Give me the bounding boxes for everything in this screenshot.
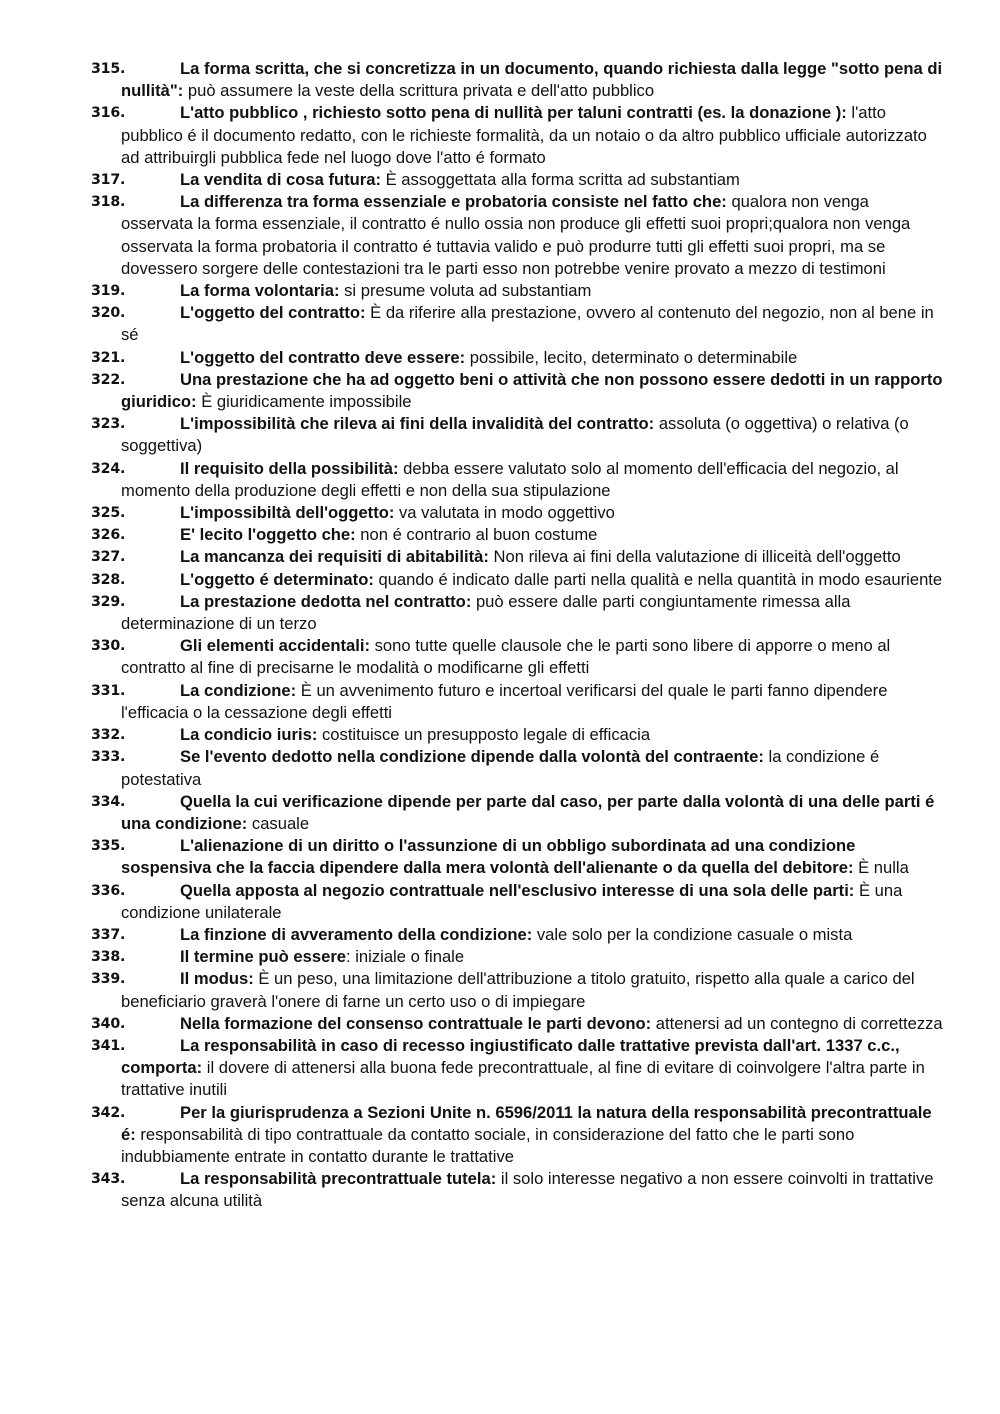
item-answer: È una condizione unilaterale — [121, 880, 903, 922]
item-question: La condizione: — [180, 680, 297, 700]
document-page — [0, 58, 1000, 1213]
item-text — [121, 280, 944, 302]
item-question: La prestazione dedotta nel contratto: — [180, 591, 472, 611]
item-number: 323. — [91, 416, 126, 433]
list-item — [91, 1168, 944, 1212]
item-answer: non é contrario al buon costume — [355, 525, 598, 545]
list-item — [91, 746, 944, 790]
item-answer: casuale — [247, 813, 310, 833]
item-answer: È un peso, una limitazione dell'attribuzione a titolo gratuito, rispetto alla quale a carico del beneficiario graverà l'onere di farne un certo uso o di impiegare — [121, 969, 915, 1011]
item-number: 334. — [91, 793, 126, 810]
item-text — [121, 968, 944, 1012]
item-number: 332. — [91, 727, 126, 744]
list-item — [91, 924, 944, 946]
item-number: 338. — [91, 949, 126, 966]
item-number: 325. — [91, 505, 126, 522]
item-question: La condicio iuris: — [180, 725, 318, 745]
item-answer: debba essere valutato solo al momento dell'efficacia del negozio, al momento della produzione degli effetti e non della sua stipulazione — [121, 458, 899, 500]
list-item — [91, 280, 944, 302]
item-number: 319. — [91, 283, 126, 300]
item-number: 343. — [91, 1171, 126, 1188]
item-number: 340. — [91, 1015, 126, 1032]
item-text — [121, 1102, 944, 1169]
item-number: 321. — [91, 349, 126, 366]
item-text — [121, 746, 944, 790]
item-text — [121, 1035, 944, 1102]
item-answer: quando é indicato dalle parti nella qualità e nella quantità in modo esauriente — [373, 569, 943, 589]
item-answer: va valutata in modo oggettivo — [394, 503, 615, 523]
list-item — [91, 347, 944, 369]
item-question: La responsabilità precontrattuale tutela: — [180, 1169, 497, 1189]
item-text — [121, 502, 944, 524]
item-number: 315. — [91, 61, 126, 77]
item-text — [121, 835, 944, 879]
item-text — [121, 791, 944, 835]
item-text — [121, 524, 944, 546]
item-question: L'alienazione di un diritto o l'assunzione di un obbligo subordinata ad una condizione sospensiva che la faccia dipendere dalla mera volontà dell'alienante o da quella del debitore: — [121, 836, 856, 878]
item-question: La forma scritta, che si concretizza in un documento, quando richiesta dalla legge "sotto pena di nullità": — [121, 59, 943, 101]
item-question: Il termine può essere — [180, 947, 347, 967]
item-number: 341. — [91, 1037, 126, 1054]
item-text — [121, 458, 944, 502]
item-question: La finzione di avveramento della condizione: — [180, 924, 533, 944]
item-number: 320. — [91, 305, 126, 322]
item-question: La responsabilità in caso di recesso ingiustificato dalle trattative prevista dall'art. 1337 c.c., comporta: — [121, 1035, 900, 1078]
item-text — [121, 302, 944, 346]
item-number: 336. — [91, 882, 126, 899]
item-number: 331. — [91, 682, 126, 699]
list-item — [91, 369, 944, 413]
list-item — [91, 1013, 944, 1035]
list-item — [91, 791, 944, 835]
item-answer: il dovere di attenersi alla buona fede precontrattuale, al fine di evitare di coinvolgere l'altra parte in trattative inutili — [121, 1058, 925, 1100]
item-text — [121, 191, 944, 280]
item-answer: responsabilità di tipo contrattuale da contatto sociale, in considerazione del fatto che le parti sono indubbiamente entrate in contatto durante le trattative — [121, 1124, 855, 1166]
item-answer: È da riferire alla prestazione, ovvero al contenuto del negozio, non al bene in sé — [121, 303, 934, 345]
item-number: 337. — [91, 926, 126, 943]
item-text — [121, 880, 944, 924]
item-number: 316. — [91, 105, 126, 122]
list-item — [91, 58, 944, 102]
item-answer: È nulla — [853, 858, 909, 878]
item-answer: può assumere la veste della scrittura privata e dell'atto pubblico — [183, 81, 655, 101]
item-text — [121, 946, 944, 968]
item-question: Se l'evento dedotto nella condizione dipende dalla volontà del contraente: — [180, 747, 764, 767]
item-answer: assoluta (o oggettiva) o relativa (o soggettiva) — [121, 414, 909, 456]
item-text — [121, 102, 944, 169]
list-item — [91, 169, 944, 191]
item-question: Il modus: — [180, 969, 254, 989]
item-question: La differenza tra forma essenziale e probatoria consiste nel fatto che: — [180, 192, 727, 212]
item-answer: attenersi ad un contegno di correttezza — [651, 1013, 943, 1033]
item-number: 335. — [91, 838, 126, 855]
item-number: 329. — [91, 593, 126, 610]
item-answer: vale solo per la condizione casuale o mista — [532, 924, 853, 944]
item-answer: l'atto pubblico é il documento redatto, con le richieste formalità, da un notaio o da altro pubblico ufficiale autorizzato ad attribuirgli pubblica fede nel luogo dove l'atto é formato — [121, 103, 927, 167]
item-text — [121, 369, 944, 413]
list-item — [91, 1035, 944, 1102]
item-question: La forma volontaria: — [180, 281, 340, 301]
item-number: 322. — [91, 371, 126, 388]
item-question: L'atto pubblico , richiesto sotto pena di nullità per taluni contratti (es. la donazione ): — [180, 103, 847, 123]
item-text — [121, 169, 944, 191]
list-item — [91, 546, 944, 568]
item-question: L'oggetto del contratto deve essere: — [180, 347, 466, 367]
item-answer: È un avvenimento futuro e incertoal verificarsi del quale le parti fanno dipendere l'efficacia o la cessazione degli effetti — [121, 680, 888, 722]
list-item — [91, 946, 944, 968]
list-item — [91, 635, 944, 679]
item-number: 333. — [91, 749, 126, 766]
item-number: 339. — [91, 971, 126, 988]
item-answer: qualora non venga osservata la forma essenziale, il contratto é nullo ossia non produce gli effetti suoi propri;qualora non venga osservata la forma probatoria il contratto é tuttavia valido e può produrre tutti gli effetti suoi propri, ma se dovessero sorgere delle contestazioni tra le parti esso non potrebbe venire provato a mezzo di testimoni — [121, 192, 911, 278]
list-item — [91, 968, 944, 1012]
list-item — [91, 724, 944, 746]
item-text — [121, 724, 944, 746]
item-question: Gli elementi accidentali: — [180, 636, 370, 656]
item-number: 317. — [91, 172, 126, 189]
item-answer: si presume voluta ad substantiam — [339, 281, 592, 301]
question-answer-list — [91, 58, 944, 1213]
item-question: Per la giurisprudenza a Sezioni Unite n. 6596/2011 la natura della responsabilità precontrattuale é: — [121, 1102, 932, 1144]
item-text — [121, 347, 944, 369]
item-text — [121, 546, 944, 568]
item-answer: È assoggettata alla forma scritta ad substantiam — [381, 170, 740, 190]
list-item — [91, 524, 944, 546]
item-number: 342. — [91, 1104, 126, 1121]
list-item — [91, 458, 944, 502]
item-text — [121, 680, 944, 724]
item-text — [121, 569, 944, 591]
item-question: L'oggetto del contratto: — [180, 303, 366, 323]
item-question: Quella la cui verificazione dipende per parte dal caso, per parte dalla volontà di una delle parti é una condizione: — [121, 791, 935, 833]
item-number: 318. — [91, 194, 126, 211]
item-text — [121, 591, 944, 635]
item-question: Quella apposta al negozio contrattuale nell'esclusivo interesse di una sola delle parti: — [180, 880, 855, 900]
item-answer: possibile, lecito, determinato o determinabile — [465, 347, 798, 367]
item-text — [121, 635, 944, 679]
item-text — [121, 1168, 944, 1212]
item-answer: È giuridicamente impossibile — [196, 392, 412, 412]
item-answer: può essere dalle parti congiuntamente rimessa alla determinazione di un terzo — [121, 591, 851, 634]
list-item — [91, 835, 944, 879]
item-question: Una prestazione che ha ad oggetto beni o attività che non possono essere dedotti in un rapporto giuridico: — [121, 369, 943, 412]
item-answer: sono tutte quelle clausole che le parti sono libere di apporre o meno al contratto al fine di precisarne le modalità o modificarne gli effetti — [121, 636, 891, 678]
item-text — [121, 413, 944, 457]
item-answer: il solo interesse negativo a non essere coinvolti in trattative senza alcuna utilità — [121, 1169, 934, 1211]
list-item — [91, 413, 944, 457]
item-question: La vendita di cosa futura: — [180, 170, 382, 190]
list-item — [91, 302, 944, 346]
item-number: 326. — [91, 527, 126, 544]
item-question: L'impossibilità che rileva ai fini della invalidità del contratto: — [180, 414, 655, 434]
item-question: Il requisito della possibilità: — [180, 458, 399, 478]
item-answer: Non rileva ai fini della valutazione di illiceità dell'oggetto — [488, 547, 901, 567]
item-number: 324. — [91, 460, 126, 477]
item-number: 328. — [91, 571, 126, 588]
list-item — [91, 191, 944, 280]
item-question: E' lecito l'oggetto che: — [180, 525, 356, 545]
item-question: L'impossibiltà dell'oggetto: — [180, 503, 395, 523]
list-item — [91, 591, 944, 635]
list-item — [91, 102, 944, 169]
item-text — [121, 1013, 944, 1035]
item-answer: la condizione é potestativa — [121, 747, 880, 789]
list-item — [91, 502, 944, 524]
item-question: La mancanza dei requisiti di abitabilità: — [180, 547, 489, 567]
item-question: L'oggetto é determinato: — [180, 569, 374, 589]
item-answer: : iniziale o finale — [346, 947, 465, 967]
list-item — [91, 569, 944, 591]
item-answer: costituisce un presupposto legale di efficacia — [317, 725, 651, 745]
item-question: Nella formazione del consenso contrattuale le parti devono: — [180, 1013, 652, 1033]
list-item — [91, 1102, 944, 1169]
list-item — [91, 680, 944, 724]
item-text — [121, 58, 944, 102]
item-number: 330. — [91, 638, 126, 655]
item-number: 327. — [91, 549, 126, 566]
list-item — [91, 880, 944, 924]
item-text — [121, 924, 944, 946]
